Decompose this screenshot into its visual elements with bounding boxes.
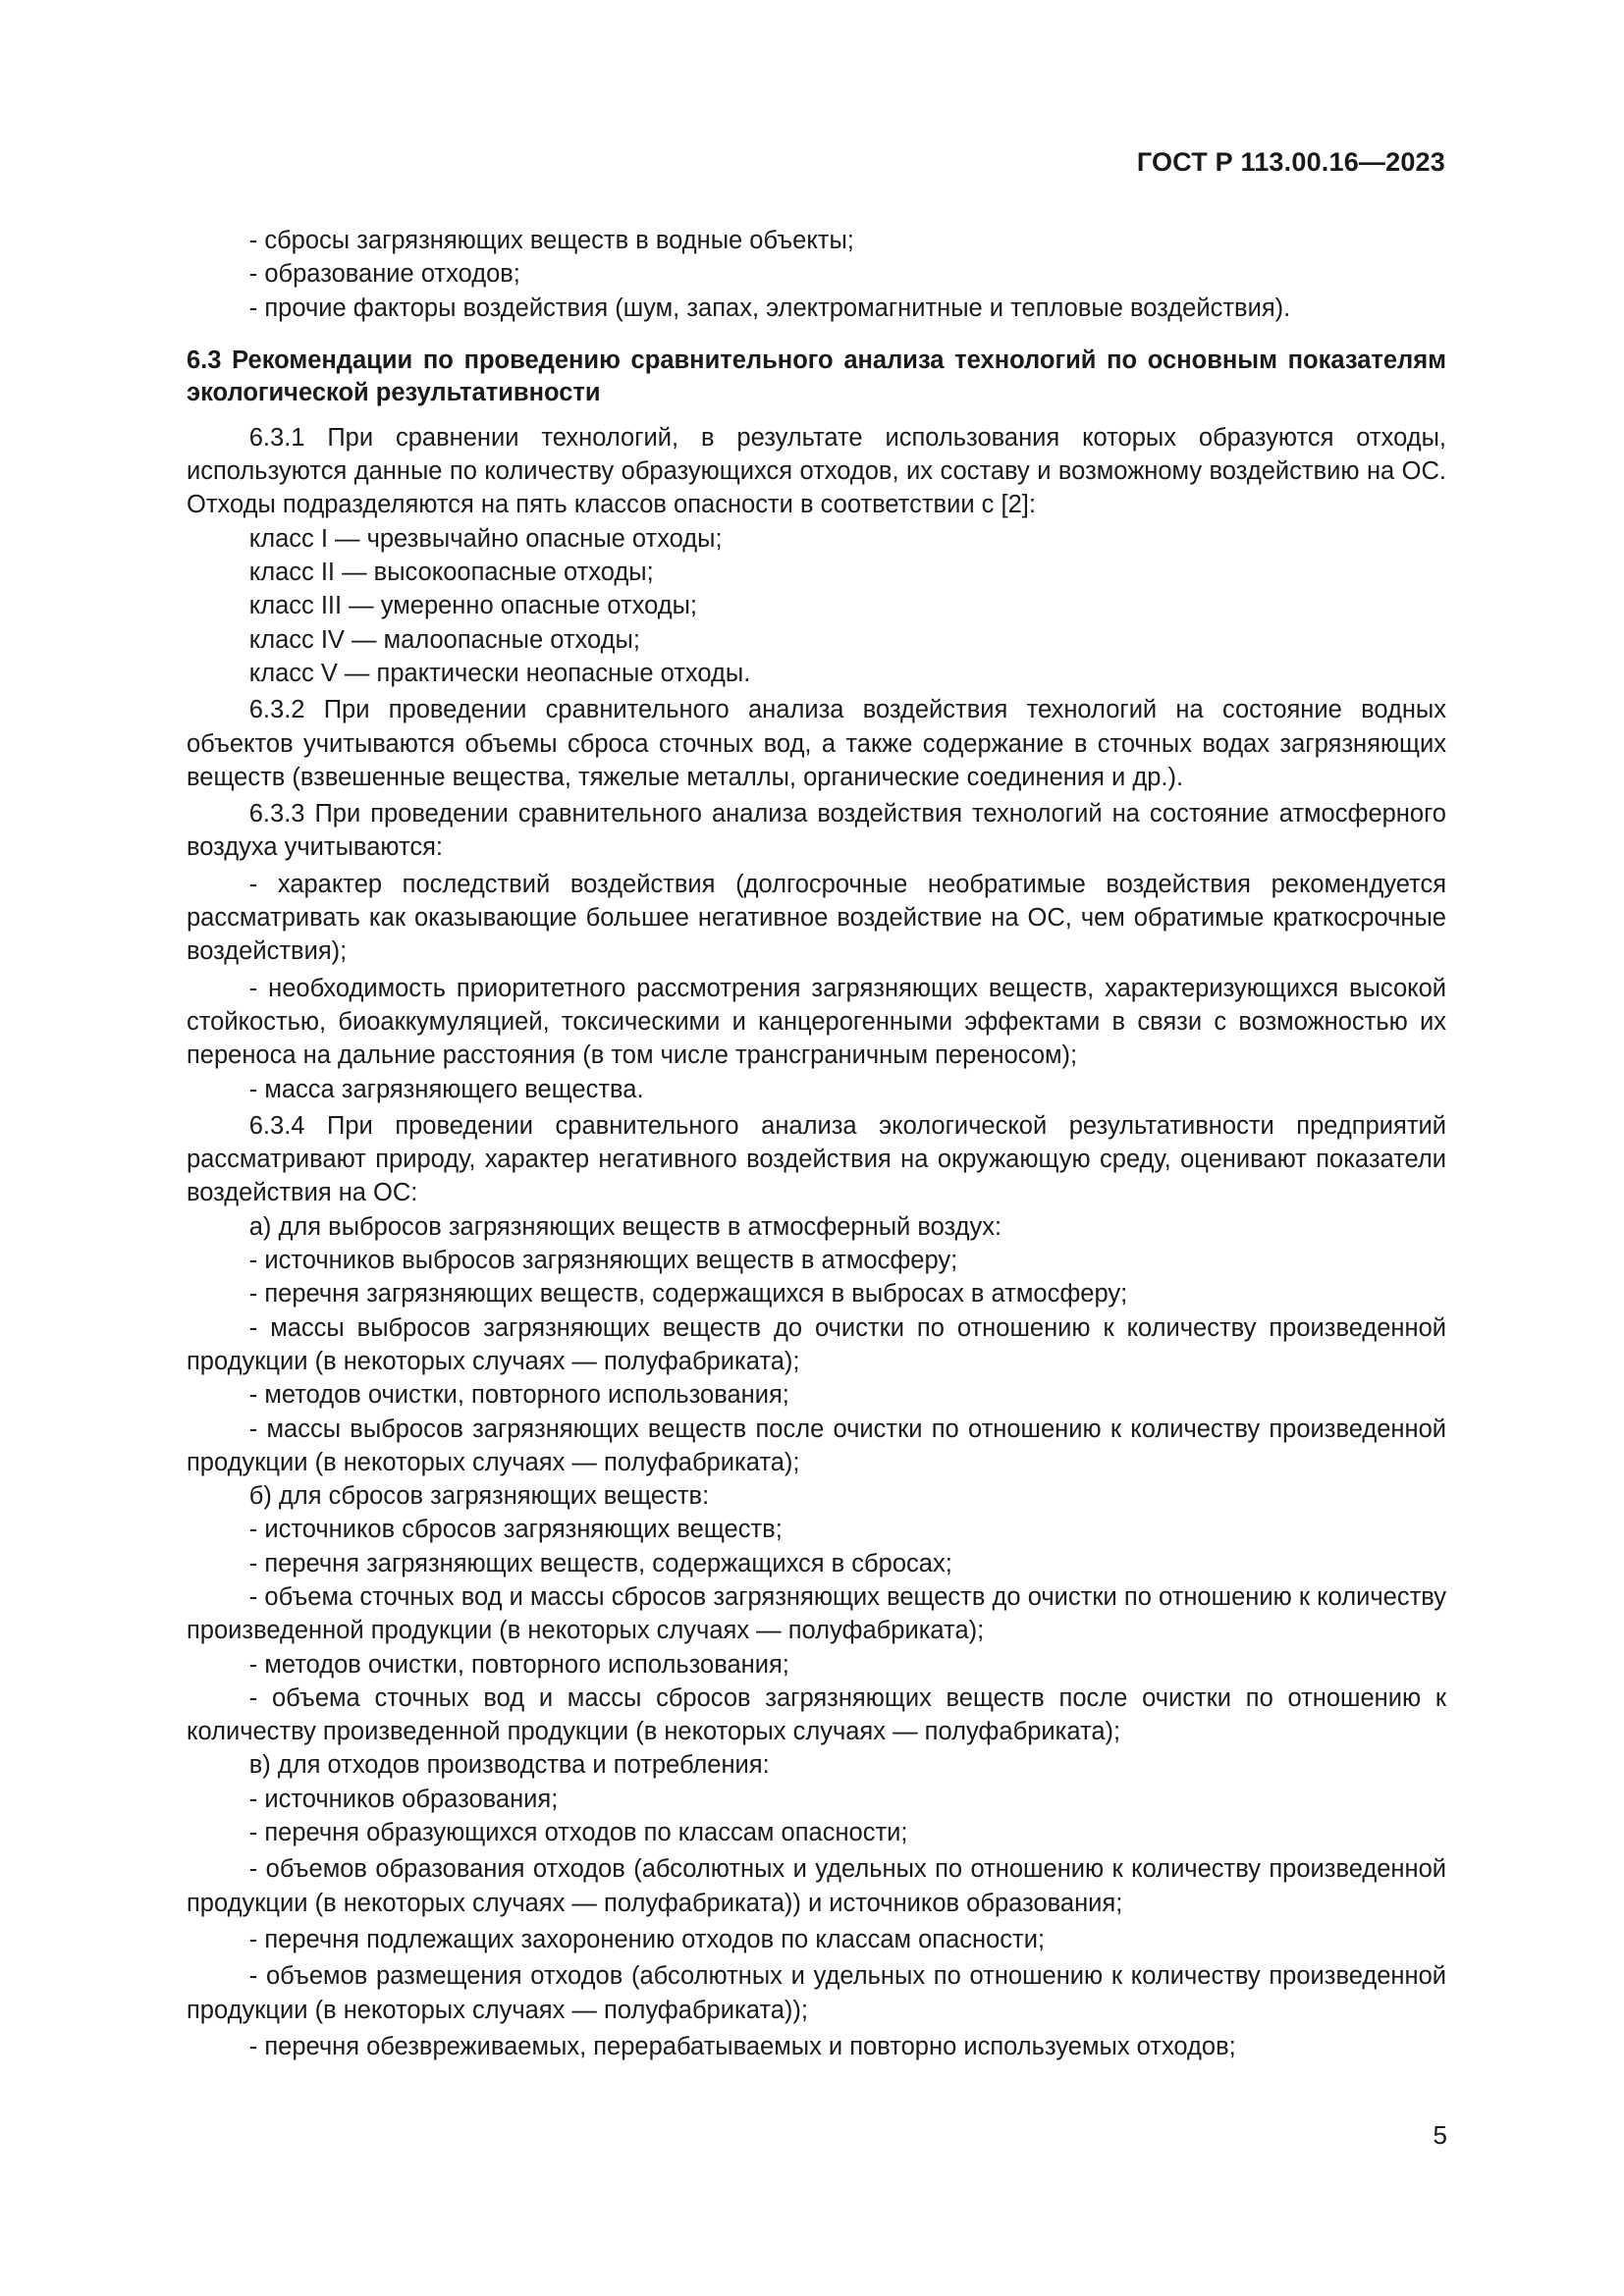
paragraph: 6.3.4 При проведении сравнительного анализа экологической результативности предприятий рассматривают природу, характер негативного воздействия на окружающую среду, оценивают показатели воздействия на ОС: (187, 1111, 1446, 1207)
list-item: - массы выбросов загрязняющих веществ после очистки по отношению к количеству произведенной продукции (в некоторых случаях — полуфабриката); (187, 1415, 1446, 1476)
list-item: класс V — практически неопасные отходы. (248, 659, 751, 687)
list-item: - источников образования; (248, 1785, 559, 1813)
list-item: - массы выбросов загрязняющих веществ до очистки по отношению к количеству произведенной продукции (в некоторых случаях — полуфабриката); (187, 1313, 1446, 1375)
list-item: - необходимость приоритетного рассмотрения загрязняющих веществ, характеризующихся высокой стойкостью, биоаккумуляцией, токсическими и канцерогенными эффектами в связи с возможностью их переноса на дальние расстояния (в том числе трансграничным переносом); (187, 974, 1446, 1070)
list-item: - масса загрязняющего вещества. (248, 1075, 644, 1103)
list-item: - объема сточных вод и массы сбросов загрязняющих веществ после очистки по отношению к количеству произведенной продукции (в некоторых случаях — полуфабриката); (187, 1683, 1446, 1746)
list-item: а) для выбросов загрязняющих веществ в атмосферный воздух: (248, 1212, 1002, 1241)
list-item: - перечня обезвреживаемых, перерабатываемых и повторно используемых отходов; (248, 2032, 1236, 2060)
list-item: - перечня подлежащих захоронению отходов по классам опасности; (248, 1925, 1046, 1953)
list-item: - объема сточных вод и массы сбросов загрязняющих веществ до очистки по отношению к количеству произведенной продукции (в некоторых случаях — полуфабриката); (187, 1582, 1446, 1645)
paragraph: 6.3.2 При проведении сравнительного анализа воздействия технологий на состояние водных объектов учитываются объемы сброса сточных вод, а также содержание в сточных водах загрязняющих веществ (взвешенные вещества, тяжелые металлы, органические соединения и др.). (187, 696, 1446, 791)
document-body (187, 224, 1446, 2063)
list-item: - сбросы загрязняющих веществ в водные объекты; (248, 227, 854, 254)
list-item: - прочие факторы воздействия (шум, запах, электромагнитные и тепловые воздействия). (248, 294, 1291, 322)
list-item: класс III — умеренно опасные отходы; (248, 592, 698, 620)
list-item: - объемов образования отходов (абсолютных и удельных по отношению к количеству произведенной продукции (в некоторых случаях — полуфабриката)) и источников образования; (187, 1855, 1446, 1917)
list-item: - характер последствий воздействия (долгосрочные необратимые воздействия рекомендуется рассматривать как оказывающие большее негативное воздействие на ОС, чем обратимые краткосрочные воздействия); (187, 870, 1446, 966)
list-item: - объемов размещения отходов (абсолютных и удельных по отношению к количеству произведенной продукции (в некоторых случаях — полуфабриката)); (187, 1962, 1446, 2024)
list-item: - образование отходов; (248, 260, 520, 289)
list-item: класс I — чрезвычайно опасные отходы; (248, 524, 723, 553)
list-item: - перечня загрязняющих веществ, содержащихся в сбросах; (248, 1549, 952, 1577)
list-item: класс II — высокоопасные отходы; (248, 559, 654, 587)
list-item: - перечня образующихся отходов по классам опасности; (248, 1819, 908, 1847)
paragraph: 6.3.1 При сравнении технологий, в результате использования которых образуются отходы, используются данные по количеству образующихся отходов, их составу и возможному воздействию на ОС. Отходы подразделяются на пять классов опасности в соответствии с [2]: (187, 423, 1446, 519)
list-item: - источников выбросов загрязняющих веществ в атмосферу; (248, 1247, 958, 1275)
paragraph: 6.3.3 При проведении сравнительного анализа воздействия технологий на состояние атмосферного воздуха учитываются: (187, 800, 1446, 862)
section-heading: 6.3 Рекомендации по проведению сравнительного анализа технологий по основным показателям экологической результативности (187, 346, 1446, 406)
list-item: - методов очистки, повторного использования; (248, 1381, 789, 1410)
list-item: б) для сбросов загрязняющих веществ: (248, 1482, 710, 1511)
list-item: - методов очистки, повторного использования; (248, 1650, 789, 1679)
document-code: ГОСТ Р 113.00.16—2023 (1136, 147, 1445, 177)
list-item: - перечня загрязняющих веществ, содержащихся в выбросах в атмосферу; (248, 1280, 1128, 1308)
page-number: 5 (1433, 2120, 1447, 2150)
list-item: класс IV — малоопасные отходы; (248, 625, 640, 654)
list-item: - источников сбросов загрязняющих веществ; (248, 1516, 783, 1544)
list-item: в) для отходов производства и потребления: (248, 1751, 770, 1780)
